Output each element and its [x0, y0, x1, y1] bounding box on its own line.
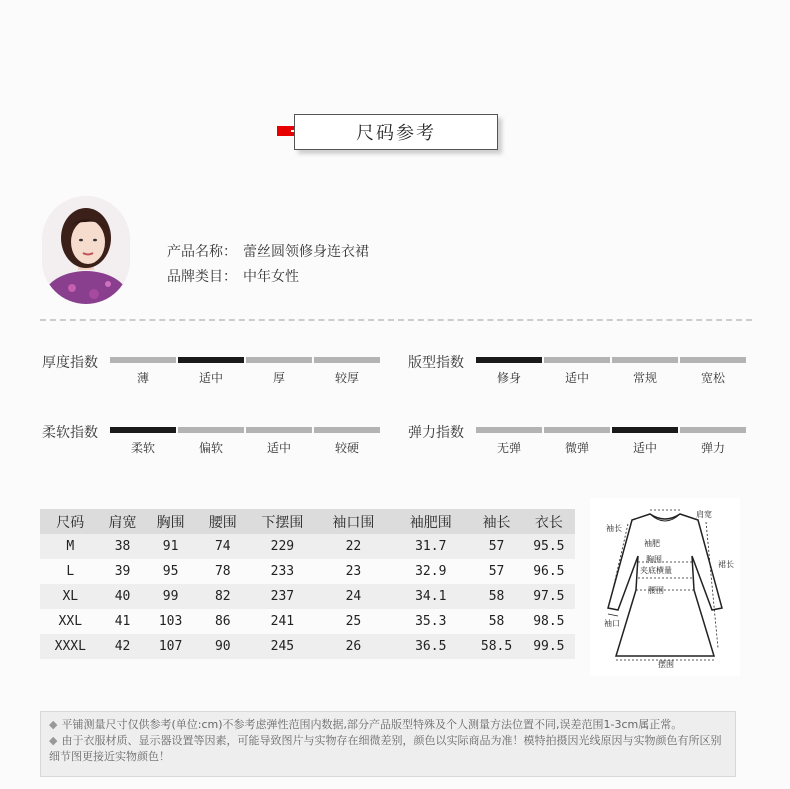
- table-cell: 40: [101, 584, 145, 609]
- table-cell: XXL: [58, 614, 83, 629]
- table-row: [40, 609, 575, 634]
- header-sleeve-length: 袖长: [470, 509, 522, 534]
- table-cell: 103: [158, 614, 183, 629]
- fit-bar-0: [476, 357, 542, 363]
- header-hem: 下摆围: [249, 509, 316, 534]
- elasticity-option: 微弹: [564, 441, 589, 455]
- softness-option: 偏软: [198, 441, 223, 455]
- diagram-label-cuff: 袖口: [604, 619, 620, 628]
- header-waist: 腰围: [197, 509, 249, 534]
- table-cell: 32.9: [415, 564, 447, 579]
- diagram-label-hem: 摆围: [658, 660, 674, 669]
- table-cell: 31.7: [391, 534, 470, 559]
- note-text: 由于衣服材质、显示器设置等因素，可能导致图片与实物存在细微差别，颜色以实际商品为准！模特拍摄因光线原因与实物颜色有所区别细节图更接近实物颜色！: [49, 734, 722, 763]
- table-cell: 82: [197, 584, 249, 609]
- softness-bar-1: [178, 427, 244, 433]
- table-cell: 99.5: [523, 634, 575, 659]
- softness-option: 适中: [266, 441, 291, 455]
- table-cell: 99: [144, 584, 196, 609]
- note-item: [49, 717, 727, 733]
- note-item: [49, 733, 727, 765]
- header-shoulder: 肩宽: [101, 509, 145, 534]
- table-cell: 78: [214, 564, 231, 579]
- page-title: 尺码参考: [294, 114, 498, 150]
- elasticity-bar-1: [544, 427, 610, 433]
- thickness-option: 较厚: [334, 371, 359, 385]
- softness-bar-3: [314, 427, 380, 433]
- table-cell: 57: [470, 534, 522, 559]
- product-name-row: [167, 241, 369, 261]
- product-category-label: 品牌类目：: [167, 269, 237, 285]
- table-cell: XL: [40, 584, 101, 609]
- note-text: 平铺测量尺寸仅供参考(单位:cm)不参考虑弹性范围内数据,部分产品版型特殊及个人测量方法位置不同,误差范围1-3cm属正常。: [61, 718, 683, 731]
- fit-option: 宽松: [700, 371, 725, 385]
- table-cell: 25: [345, 614, 362, 629]
- product-name-label: 产品名称：: [167, 244, 237, 260]
- softness-index-label: 柔软指数: [42, 425, 98, 441]
- diamond-bullet-icon: ◆: [49, 718, 58, 731]
- table-cell: 90: [197, 634, 249, 659]
- diagram-label-shoulder: 肩宽: [696, 510, 712, 519]
- fit-bar-3: [680, 357, 746, 363]
- table-cell: M: [40, 534, 101, 559]
- table-row: [40, 634, 575, 659]
- fit-index-label: 版型指数: [408, 355, 464, 371]
- diagram-label-sleeve-length: 袖长: [606, 524, 622, 533]
- product-category-value: 中年女性: [243, 269, 299, 285]
- table-cell: 237: [249, 584, 316, 609]
- fit-option: 修身: [496, 371, 521, 385]
- softness-bar-0: [110, 427, 176, 433]
- disclaimer-notes: [40, 711, 736, 777]
- thickness-bar-1: [178, 357, 244, 363]
- thickness-bar-0: [110, 357, 176, 363]
- table-cell: XXXL: [40, 634, 101, 659]
- table-cell: 26: [316, 634, 391, 659]
- table-cell: 39: [114, 564, 131, 579]
- thickness-option: 厚: [272, 371, 285, 385]
- header-size: 尺码: [40, 509, 101, 534]
- header-length: 衣长: [523, 509, 575, 534]
- diagram-label-chest: 胸围: [646, 555, 662, 564]
- table-cell: 34.1: [391, 584, 470, 609]
- dress-measurement-diagram: [590, 498, 740, 676]
- elasticity-option: 弹力: [700, 441, 725, 455]
- thickness-index-label: 厚度指数: [42, 355, 98, 371]
- table-cell: 91: [144, 534, 196, 559]
- table-cell: 57: [488, 564, 505, 579]
- table-cell: 23: [345, 564, 362, 579]
- table-cell: 38: [101, 534, 145, 559]
- softness-bar-2: [246, 427, 312, 433]
- table-row: [40, 559, 575, 584]
- table-cell: 233: [270, 564, 295, 579]
- fit-bar-2: [612, 357, 678, 363]
- softness-option: 柔软: [130, 441, 155, 455]
- header-sleeve-width: 袖肥围: [391, 509, 470, 534]
- table-cell: 245: [249, 634, 316, 659]
- elasticity-index-label: 弹力指数: [408, 425, 464, 441]
- product-category-row: [167, 266, 299, 286]
- softness-option: 较硬: [334, 441, 359, 455]
- diagram-label-dress-length: 裙长: [718, 560, 734, 569]
- table-cell: 36.5: [391, 634, 470, 659]
- table-cell: 96.5: [533, 564, 565, 579]
- table-cell: 98.5: [533, 614, 565, 629]
- diagram-label-sleeve-width: 袖肥: [644, 539, 660, 548]
- thickness-bar-2: [246, 357, 312, 363]
- table-row: [40, 584, 575, 609]
- table-cell: 58: [470, 584, 522, 609]
- table-cell: 58: [488, 614, 505, 629]
- elasticity-bar-3: [680, 427, 746, 433]
- model-avatar: [42, 196, 130, 304]
- table-cell: 35.3: [415, 614, 447, 629]
- header-chest: 胸围: [144, 509, 196, 534]
- table-cell: 58.5: [470, 634, 522, 659]
- diamond-bullet-icon: ◆: [49, 734, 58, 747]
- table-cell: 97.5: [523, 584, 575, 609]
- size-table: [40, 509, 575, 659]
- table-cell: 22: [316, 534, 391, 559]
- thickness-option: 适中: [198, 371, 223, 385]
- fit-option: 适中: [564, 371, 589, 385]
- table-cell: 95: [162, 564, 179, 579]
- fit-option: 常规: [632, 371, 657, 385]
- thickness-bar-3: [314, 357, 380, 363]
- elasticity-bar-0: [476, 427, 542, 433]
- fit-bar-1: [544, 357, 610, 363]
- table-row: [40, 534, 575, 559]
- table-cell: 41: [114, 614, 131, 629]
- diagram-label-armpit: 夹底横量: [640, 566, 672, 575]
- table-cell: 42: [101, 634, 145, 659]
- table-cell: 107: [144, 634, 196, 659]
- table-cell: L: [66, 564, 75, 579]
- table-cell: 24: [316, 584, 391, 609]
- product-name-value: 蕾丝圆领修身连衣裙: [243, 244, 369, 260]
- table-cell: 229: [249, 534, 316, 559]
- elasticity-option: 无弹: [496, 441, 521, 455]
- table-cell: 86: [214, 614, 231, 629]
- table-cell: 74: [197, 534, 249, 559]
- size-table-header: [40, 509, 575, 534]
- elasticity-option: 适中: [632, 441, 657, 455]
- section-divider: [40, 319, 752, 321]
- elasticity-bar-2: [612, 427, 678, 433]
- header-cuff: 袖口围: [316, 509, 391, 534]
- table-cell: 241: [270, 614, 295, 629]
- table-cell: 95.5: [523, 534, 575, 559]
- diagram-label-waist: 腰围: [648, 586, 664, 595]
- thickness-option: 薄: [136, 371, 149, 385]
